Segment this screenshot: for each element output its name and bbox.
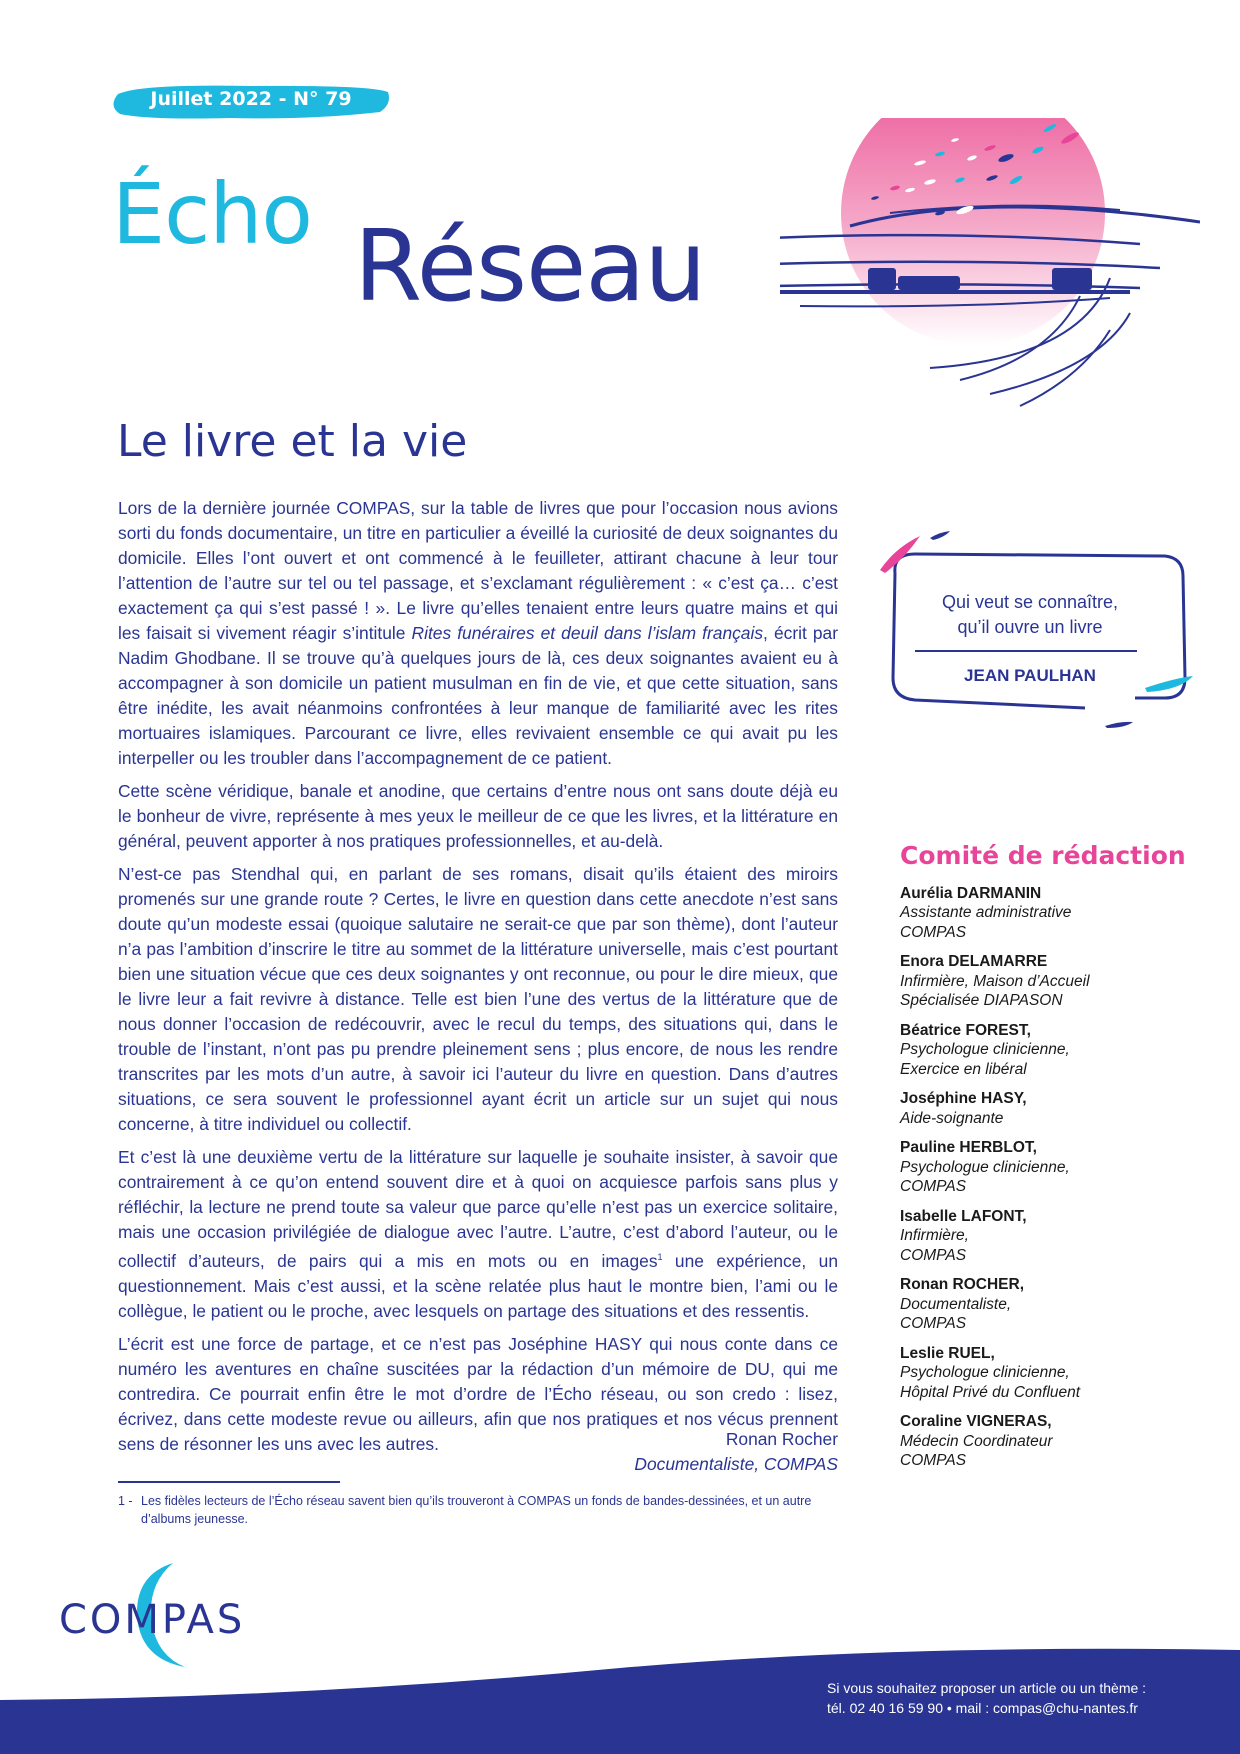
article-paragraph: N’est-ce pas Stendhal qui, en parlant de ses romans, disait qu’ils étaient des miroirs promenés sur une grande route ? Certes, le livre en question dans cette anecdote n’est sans doute qu’un modeste essai (quoique salutaire ne serait-ce que par son thème), dont l’auteur n’a pas l’ambition d’inscrire le titre au sommet de la littérature universelle, mais c’est pourtant bien une situation vécue que ces deux soignantes y ont reconnue, ou pour le dire mieux, que le livre leur a fait revivre à distance. Telle est bien l’une des vertus de la littérature que de nous donner l’occasion de redécouvrir, avec le recul du temps, des situations qui, dans le trouble de l’instant, n’ont pas pu prendre pleinement sens ; plus encore, de nous les rendre transcrites par les mots d’un autre, à savoir ici l’auteur du livre en question. Dans d’autres situations, ce sera souvent le professionnel ayant écrit un article sur un sujet qui nous concerne, à titre individuel ou collectif. xyxy=(118,864,838,1134)
committee-member: Pauline HERBLOT, Psychologue clinicienne, COMPAS xyxy=(900,1139,1070,1195)
committee-member: Joséphine HASY, Aide-soignante xyxy=(900,1090,1027,1127)
committee-title: Comité de rédaction xyxy=(900,841,1186,870)
article-title: Le livre et la vie xyxy=(117,416,468,467)
issue-label: Juillet 2022 - N° 79 xyxy=(150,88,352,110)
committee-member: Aurélia DARMANIN Assistante administrative COMPAS xyxy=(900,884,1072,941)
committee-member: Enora DELAMARRE Infirmière, Maison d’Accueil Spécialisée DIAPASON xyxy=(900,953,1090,1009)
article-signature xyxy=(560,1427,838,1477)
footnote-divider xyxy=(118,1481,340,1483)
quote-divider xyxy=(915,650,1137,652)
committee-member: Leslie RUEL, Psychologue clinicienne, Hôpital Privé du Confluent xyxy=(900,1344,1081,1401)
sun-shape xyxy=(841,118,1105,345)
footer-contact: Si vous souhaitez proposer un article ou un thème : tél. 02 40 16 59 90 • mail : compas@chu-nantes.fr xyxy=(827,1680,1147,1716)
sunset-illustration xyxy=(780,118,1200,418)
footnote xyxy=(118,1492,838,1528)
article-body xyxy=(118,496,838,1465)
logo-text: COMPAS xyxy=(59,1597,246,1643)
article-paragraph: L’écrit est une force de partage, et ce n’est pas Joséphine HASY qui nous conte dans ce numéro les aventures en chaîne suscitées par la rédaction d’un mémoire de DU, qui me contredira. Ce pourrait enfin être le mot d’ordre de l’Écho réseau, ou son credo : lisez, écrivez, dans cette modeste revue ou ailleurs, afin que nos pratiques et nos vécus prennent sens de résonner les uns avec les autres. xyxy=(118,1333,838,1454)
committee-member: Coraline VIGNERAS, Médecin Coordinateur COMPAS xyxy=(900,1413,1053,1469)
author-name: Ronan Rocher xyxy=(725,1429,838,1449)
committee-member: Isabelle LAFONT, Infirmière, COMPAS xyxy=(900,1207,1027,1264)
editorial-committee xyxy=(900,842,1200,1481)
author-role: Documentaliste, COMPAS xyxy=(634,1454,838,1474)
issue-badge xyxy=(110,82,392,122)
book-title: Rites funéraires et deuil dans l’islam français xyxy=(411,623,764,643)
article-paragraph: Cette scène véridique, banale et anodine, que certains d’entre nous ont sans doute déjà eu le bonheur de vivre, représente à mes yeux le meilleur de ce que les livres, et la littérature en général, peuvent apporter à nos pratiques professionnelles, et au-delà. xyxy=(118,781,838,851)
quote-text: Qui veut se connaître, qu’il ouvre un livre xyxy=(941,592,1119,637)
quote-author: JEAN PAULHAN xyxy=(964,666,1096,685)
masthead-reseau: Réseau xyxy=(354,210,706,324)
footnote-text: Les fidèles lecteurs de l’Écho réseau savent bien qu’ils trouveront à COMPAS un fonds de bandes-dessinées, et un autre d’albums jeunesse. xyxy=(141,1494,812,1526)
article-paragraph: Et c’est là une deuxième vertu de la littérature sur laquelle je souhaite insister, à savoir que contrairement à ce qu’on entend souvent dire et à quoi on acquiesce parfois sans plus y réfléchir, la lecture ne prend toute sa valeur que parce qu’elle n’est pas un exercice solitaire, mais une occasion privilégiée de dialogue avec l’autre. L’autre, c’est d’abord l’auteur, ou le collectif d’auteurs, de pairs qui a mis en mots ou en images$^1$ une expérience, un questionnement. Mais c’est aussi, et la scène relatée plus haut le montre bien, l’ami ou le collègue, le patient ou le proche, avec lesquels on partage des situations et des ressentis. xyxy=(118,1147,839,1321)
footnote-number: 1 - xyxy=(118,1494,133,1508)
article-paragraph: Lors de la dernière journée COMPAS, sur la table de livres que pour l’occasion nous avions sorti du fonds documentaire, un titre en particulier a éveillé la curiosité de deux soignantes du domicile. Elles l’ont ouvert et ont commencé à le feuilleter, attirant chacune à leur tour l’attention de l’autre sur tel ou tel passage, et s’exclamant régulièrement : « c’est ça… c’est exactement ça qui s’est passé ! ». Le livre qu’elles tenaient entre leurs quatre mains et qui les faisait si vivement réagir s’intitule Rites funéraires et deuil dans l’islam français, écrit par Nadim Ghodbane. Il se trouve qu’à quelques jours de là, ces deux soignantes avaient eu à accompagner à son domicile un patient musulman en fin de vie, et que cette situation, sans être inédite, les avait néanmoins confrontées à leur manque de familiarité avec les rites mortuaires islamiques. Parcourant ce livre, elles revivaient ensemble ce qui avait pu les interpeller ou les troubler dans l’accompagnement de ce patient. xyxy=(118,498,839,768)
committee-member: Béatrice FOREST, Psychologue clinicienne, Exercice en libéral xyxy=(900,1021,1070,1078)
footnote-ref: 1 xyxy=(657,1252,663,1262)
committee-member: Ronan ROCHER, Documentaliste, COMPAS xyxy=(900,1276,1024,1332)
masthead-echo: Écho xyxy=(112,165,312,263)
